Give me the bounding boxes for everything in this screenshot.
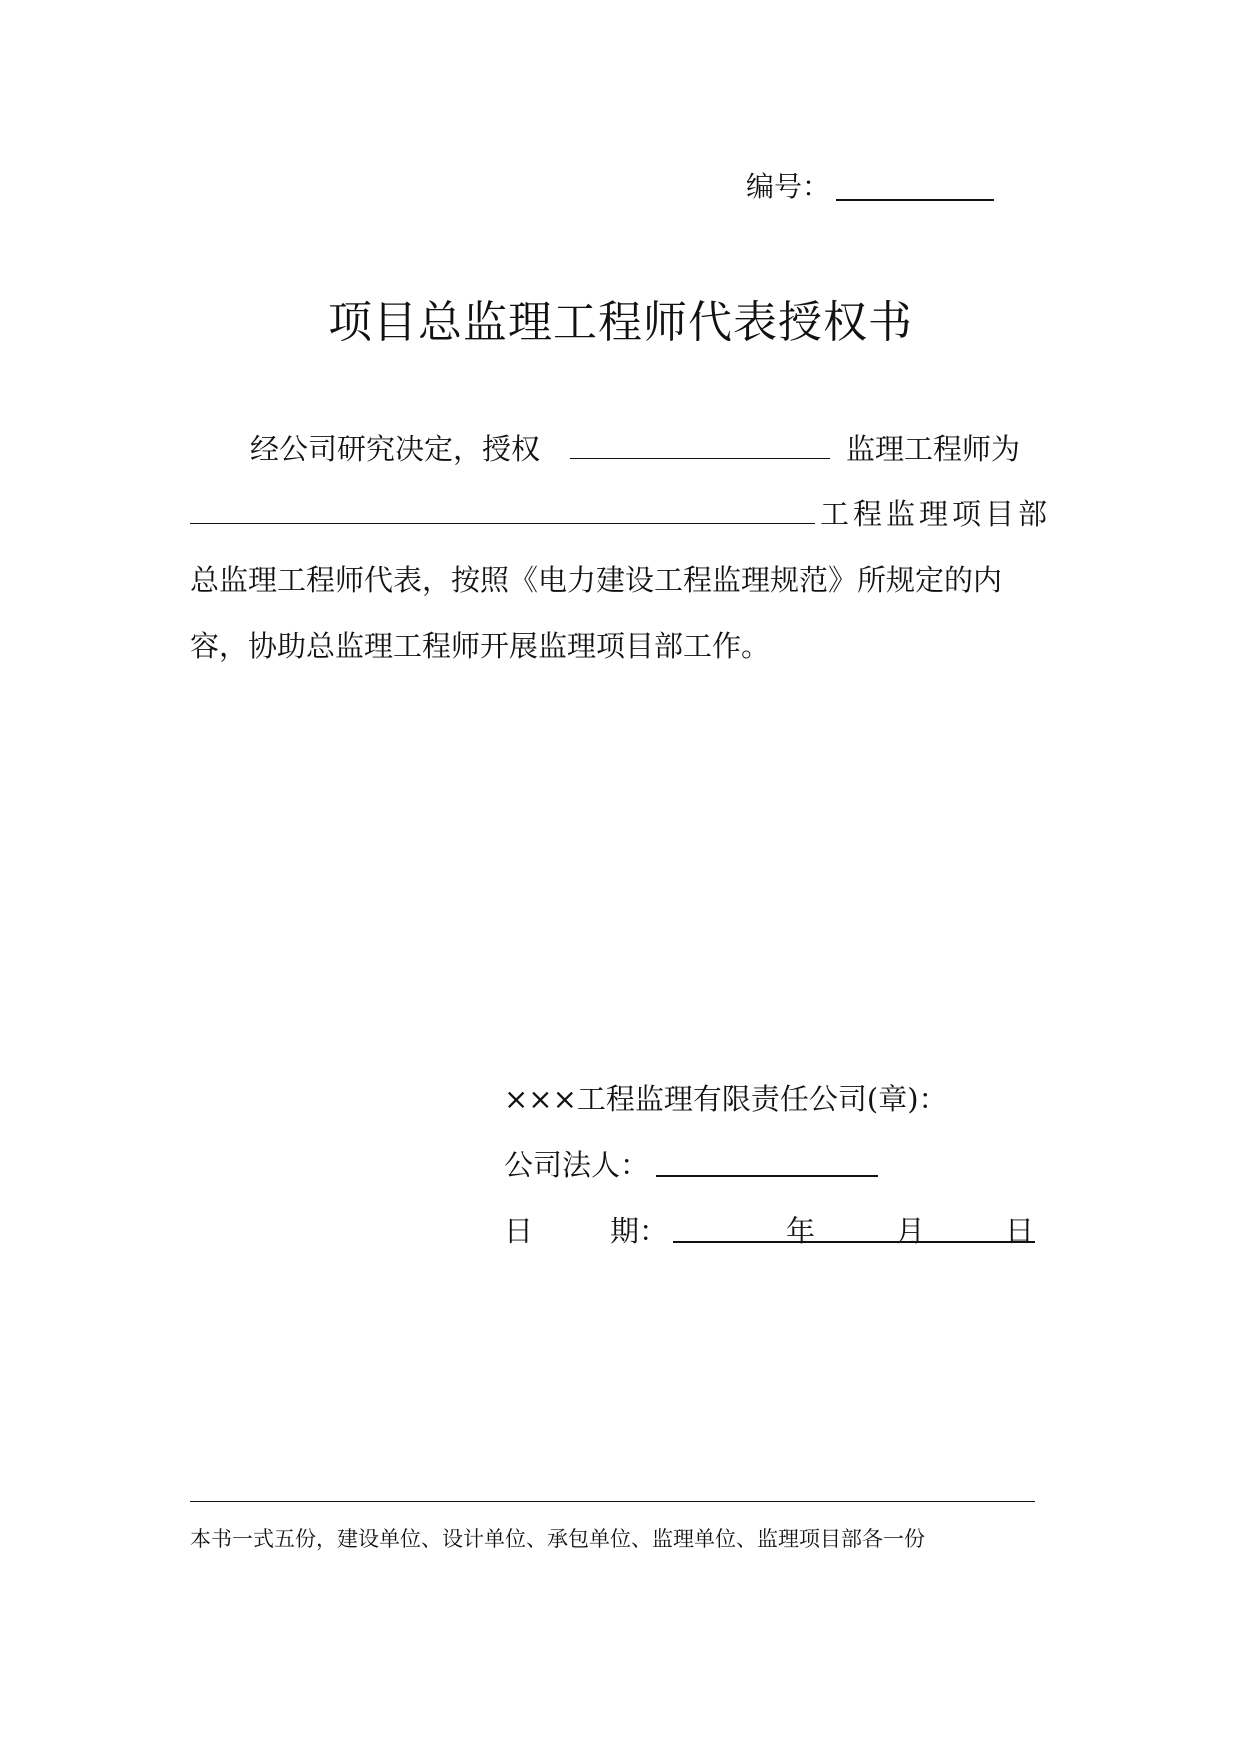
date-label-second: 期：: [610, 1214, 669, 1248]
date-label-first: 日: [504, 1214, 534, 1248]
legal-person-label: 公司法人：: [504, 1148, 650, 1182]
legal-person-blank[interactable]: [656, 1175, 878, 1177]
body-line3: 总监理工程师代表，按照《电力建设工程监理规范》所规定的内: [190, 563, 1003, 597]
document-title: 项目总监理工程师代表授权书: [328, 297, 913, 348]
body-line1-suffix: 监理工程师为: [846, 432, 1021, 466]
body-line1-prefix: 经公司研究决定，授权: [250, 432, 541, 466]
footer-note: 本书一式五份，建设单位、设计单位、承包单位、监理单位、监理项目部各一份: [190, 1527, 925, 1551]
footer-divider: [190, 1501, 1035, 1502]
date-year-label: 年: [786, 1214, 816, 1248]
authorized-person-blank[interactable]: [570, 458, 830, 459]
document-number-label: 编号：: [746, 170, 831, 203]
date-day-label: 日: [1005, 1214, 1035, 1248]
company-seal-label: ×××工程监理有限责任公司(章)：: [504, 1082, 948, 1116]
date-month-label: 月: [896, 1214, 926, 1248]
document-number-blank[interactable]: [836, 199, 994, 201]
body-line2-suffix: 工程监理项目部: [820, 497, 1052, 531]
body-line4: 容，协助总监理工程师开展监理项目部工作。: [190, 629, 771, 663]
project-name-blank[interactable]: [190, 523, 815, 524]
date-blank[interactable]: [673, 1241, 1035, 1243]
